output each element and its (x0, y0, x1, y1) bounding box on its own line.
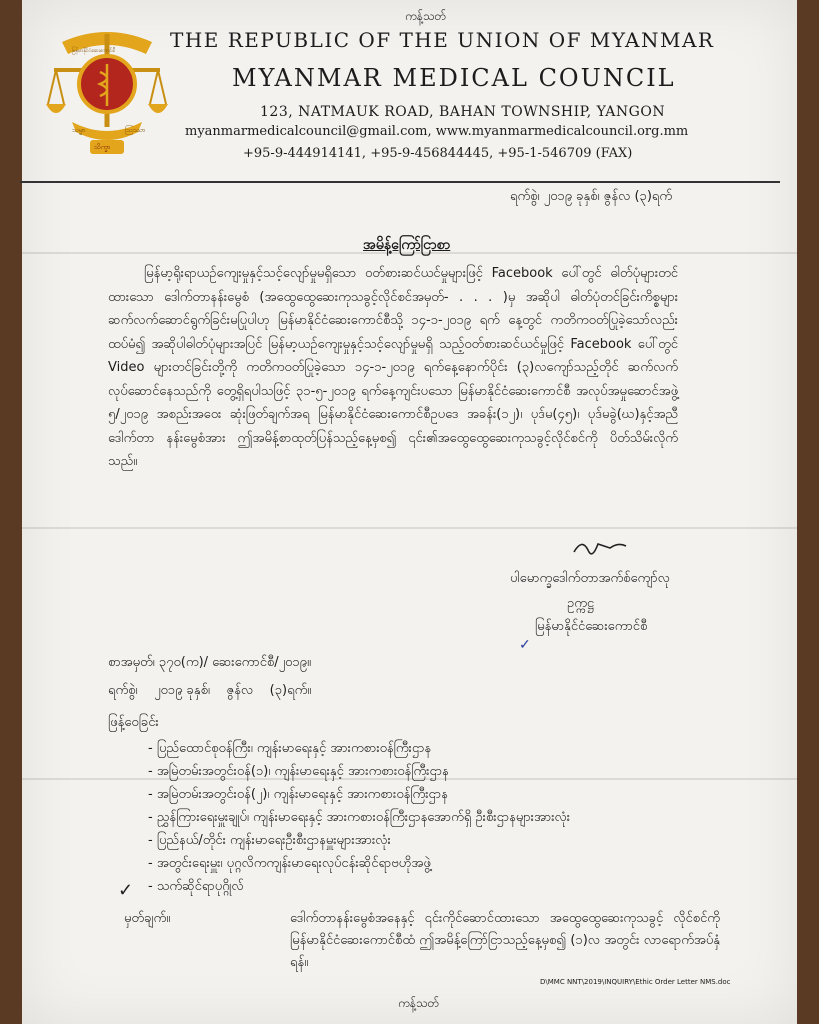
subject-title: အမိန့်ကြော်ငြာစာ (363, 237, 451, 253)
signature-scrawl (570, 532, 630, 566)
republic-title: THE REPUBLIC OF THE UNION OF MYANMAR (170, 28, 715, 52)
note-label: မှတ်ချက်။ (124, 911, 171, 926)
logo-top-text: မြန်မာနိုင်ငံဆေးကောင်စီ (72, 48, 116, 54)
contact-email-web: myanmarmedicalcouncil@gmail.com, www.myanmarmedicalcouncil.org.mm (185, 124, 689, 139)
logo-ribbon-text: သိက္ခာ (94, 143, 111, 151)
council-name: MYANMAR MEDICAL COUNCIL (232, 64, 676, 92)
contact-phones: +95-9-444914141, +95-9-456844445, +95-1-546709 (FAX) (243, 146, 633, 161)
distribution-item: - အမြဲတမ်းအတွင်းဝန်(၁)၊ ကျန်းမာရေးနှင့် အားကစားဝန်ကြီးဌာန (148, 764, 449, 779)
reference-date: ရက်စွဲ၊ ၂၀၁၉ ခုနှစ်၊ ဇွန်လ (၃)ရက်။ (108, 683, 312, 698)
confidential-label-top: ကန့်သတ် (405, 9, 447, 23)
distribution-item: - ပြည်ထောင်စုဝန်ကြီး၊ ကျန်းမာရေးနှင့် အားကစားဝန်ကြီးဌာန (148, 741, 432, 756)
date-line: ရက်စွဲ၊ ၂၀၁၉ ခုနှစ်၊ ဇွန်လ (၃)ရက် (510, 189, 673, 204)
logo-right-text: ဩဿာ (125, 126, 146, 134)
check-mark-icon: ✓ (118, 880, 134, 901)
signatory-name: ပါမောက္ခဒေါက်တာအက်စ်ကျော်လု (510, 571, 670, 586)
blue-ink-mark: ✓ (519, 637, 531, 653)
logo-left-text: သမ္မာ (72, 126, 86, 134)
distribution-item: - ပြည်နယ်/တိုင်း ကျန်းမာရေးဦးစီးဌာနမှူးများအားလုံး (148, 833, 391, 848)
distribution-item: - အမြဲတမ်းအတွင်းဝန်(၂)၊ ကျန်းမာရေးနှင့် အားကစားဝန်ကြီးဌာန (148, 787, 448, 802)
reference-number: စာအမှတ်၊ ၃၇၀(က)/ ဆေးကောင်စီ/၂၀၁၉။ (108, 655, 311, 670)
header-divider (20, 181, 780, 183)
distribution-item: - ညွှန်ကြားရေးမှူးချုပ်၊ ကျန်းမာရေးနှင့် အားကစားဝန်ကြီးဌာနအောက်ရှိ ဦးစီးဌာနများအားလုံး (148, 810, 571, 825)
distribution-heading: ဖြန့်ဝေခြင်း (108, 715, 159, 730)
council-logo (42, 22, 172, 167)
signatory-title: ဥက္ကဋ္ဌ (567, 596, 594, 611)
body-paragraph: မြန်မာ့ရိုးရာယဉ်ကျေးမှုနှင့်သင့်လျော်မှုမရှိသော ဝတ်စားဆင်ယင်မှုများဖြင့် Facebook ပေါ်တွင် ဓါတ်ပုံများတင်ထားသော ဒေါက်တာနန်းမွေစံ (အထွေထွေဆေးကုသခွင့်လိုင်စင်အမှတ်- . . . )မှ အဆိုပါ ဓါတ်ပုံတင်ခြင်းကိစ္စများ ဆက်လက်ဆောင်ရွက်ခြင်းမပြုပါဟု မြန်မာနိုင်ငံဆေးကောင်စီသို့ ၁၄-၁-၂၀၁၉ ရက် နေ့တွင် ကတိကဝတ်ပြုခဲ့သော်လည်း ထပ်မံ၍ အဆိုပါဓါတ်ပုံများအပြင် မြန်မာ့ယဉ်ကျေးမှုနှင့်သင့်လျော်မှုမရှိ သည့်ဝတ်စားဆင်ယင်မှုဖြင့် Facebook ပေါ်တွင် Video များတင်ခြင်းတို့ကို ကတိကဝတ်ပြုခဲ့သော ၁၄-၁-၂၀၁၉ ရက်နေ့နောက်ပိုင်း (၃)လကျော်သည့်တိုင် ဆက်လက်လုပ်ဆောင်နေသည်ကို တွေ့ရှိရပါသဖြင့် ၃၁-၅-၂၀၁၉ ရက်နေ့ကျင်းပသော မြန်မာနိုင်ငံဆေးကောင်စီ အလုပ်အမှုဆောင်အဖွဲ့ ၅/၂၀၁၉ အစည်းအဝေး ဆုံးဖြတ်ချက်အရ မြန်မာနိုင်ငံဆေးကောင်စီဥပဒေ အခန်း(၁၂)၊ ပုဒ်မ(၄၅)၊ ပုဒ်မခွဲ(ဃ)နှင့်အညီ ဒေါက်တာ နန်းမွေစံအား ဤအမိန့်စာထုတ်ပြန်သည့်နေ့မှစ၍ ၎င်း၏အထွေထွေဆေးကုသခွင့်လိုင်စင်ကို ပိတ်သိမ်းလိုက် သည်။ (108, 266, 678, 469)
confidential-label-bottom: ကန့်သတ် (398, 996, 440, 1010)
distribution-item: - အတွင်းရေးမှူး၊ ပုဂ္ဂလိကကျန်းမာရေးလုပ်ငန်းဆိုင်ရာဗဟိုအဖွဲ့ (148, 856, 431, 871)
distribution-item: - သက်ဆိုင်ရာပုဂ္ဂိုလ် (148, 879, 244, 894)
council-address: 123, NATMAUK ROAD, BAHAN TOWNSHIP, YANGON (260, 104, 666, 120)
file-reference: D\MMC NNT\2019\INQUIRY\Ethic Order Letter NMS.doc (540, 978, 731, 986)
signatory-org: မြန်မာနိုင်ငံဆေးကောင်စီ (535, 619, 648, 634)
distribution-list (148, 738, 570, 899)
note-text: ဒေါက်တာနန်းမွေစံအနေနှင့် ၎င်းကိုင်ဆောင်ထားသော အထွေထွေဆေးကုသခွင့် လိုင်စင်ကို မြန်မာနိုင်ငံဆေးကောင်စီထံ ဤအမိန့်ကြော်ငြာသည့်နေ့မှစ၍ (၁)လ အတွင်း လာရောက်အပ်နှံရန်။ (290, 911, 720, 970)
